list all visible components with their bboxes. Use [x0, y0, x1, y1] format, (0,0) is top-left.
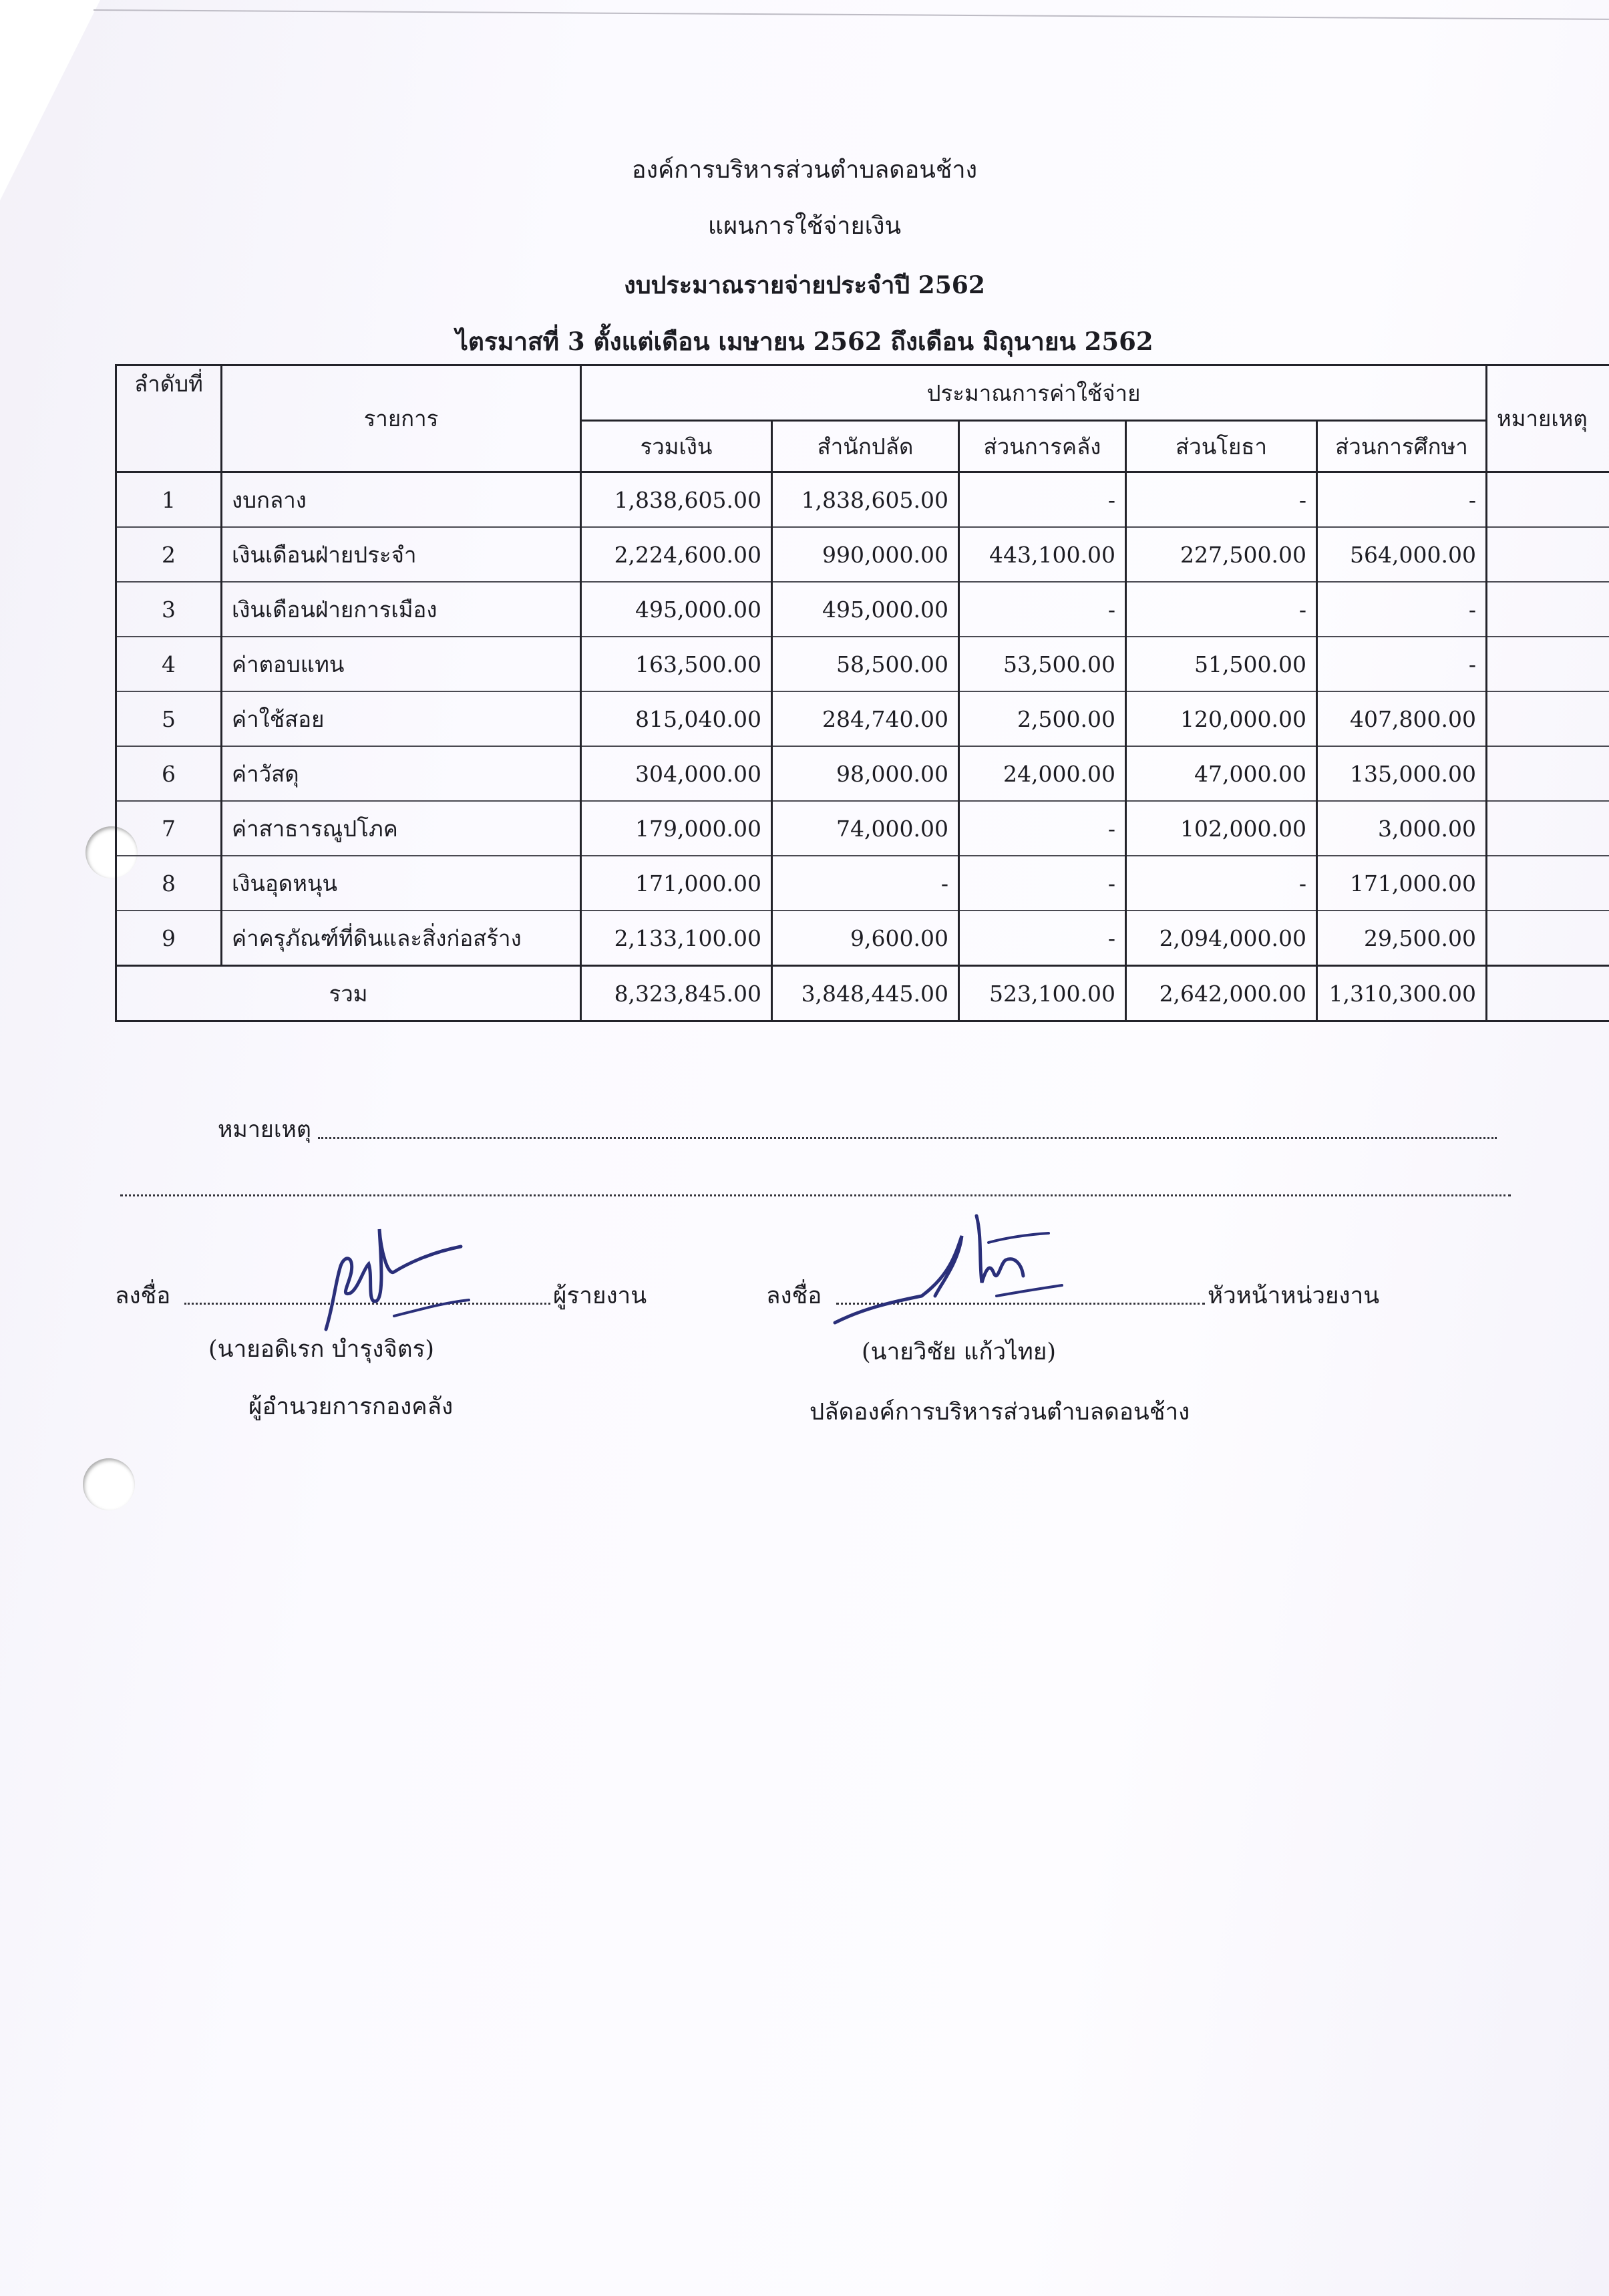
row-number: 5	[116, 691, 222, 746]
row-number: 3	[116, 582, 222, 637]
row-remark	[1487, 582, 1609, 637]
row-works-amount: 51,500.00	[1126, 637, 1317, 691]
row-finance-amount: -	[959, 911, 1126, 966]
table-row	[116, 691, 1609, 746]
table-row	[116, 472, 1609, 528]
row-remark	[1487, 472, 1609, 528]
row-remark	[1487, 856, 1609, 911]
row-number: 1	[116, 472, 222, 528]
row-remark	[1487, 911, 1609, 966]
total-education-amount: 1,310,300.00	[1317, 966, 1487, 1021]
row-works-amount: -	[1126, 856, 1317, 911]
row-works-amount: -	[1126, 472, 1317, 528]
total-works-amount: 2,642,000.00	[1126, 966, 1317, 1021]
right-signature-icon	[822, 1196, 1075, 1343]
left-signature-icon	[294, 1202, 474, 1336]
right-sign-role: หัวหน้าหน่วยงาน	[1208, 1283, 1380, 1309]
row-number: 8	[116, 856, 222, 911]
period-title: ไตรมาสที่ 3 ตั้งแต่เดือน เมษายน 2562 ถึงเดือน มิถุนายน 2562	[456, 327, 1153, 356]
left-sign-role: ผู้รายงาน	[553, 1283, 647, 1309]
budget-table	[115, 364, 1609, 1022]
left-signer-name: (นายอดิเรก บำรุงจิตร)	[208, 1336, 435, 1363]
row-education-amount: 407,800.00	[1317, 691, 1487, 746]
row-works-amount: 47,000.00	[1126, 746, 1317, 801]
row-total-amount: 179,000.00	[581, 801, 772, 856]
table-row	[116, 746, 1609, 801]
row-finance-amount: 2,500.00	[959, 691, 1126, 746]
row-office-amount: 74,000.00	[772, 801, 959, 856]
left-signer-position: ผู้อำนวยการกองคลัง	[248, 1393, 454, 1420]
row-remark	[1487, 801, 1609, 856]
row-total-amount: 1,838,605.00	[581, 472, 772, 528]
row-item: เงินเดือนฝ่ายประจำ	[222, 527, 581, 582]
row-item: ค่าครุภัณฑ์ที่ดินและสิ่งก่อสร้าง	[222, 911, 581, 966]
table-row	[116, 582, 1609, 637]
row-total-amount: 163,500.00	[581, 637, 772, 691]
row-office-amount: 990,000.00	[772, 527, 959, 582]
header-remark: หมายเหตุ	[1487, 365, 1609, 472]
row-remark	[1487, 527, 1609, 582]
row-works-amount: 120,000.00	[1126, 691, 1317, 746]
row-office-amount: 284,740.00	[772, 691, 959, 746]
row-education-amount: 171,000.00	[1317, 856, 1487, 911]
row-finance-amount: -	[959, 801, 1126, 856]
header-item: รายการ	[222, 365, 581, 472]
row-item: ค่าใช้สอย	[222, 691, 581, 746]
total-remark	[1487, 966, 1609, 1021]
right-signer-name: (นายวิชัย แก้วไทย)	[862, 1339, 1057, 1365]
header-finance: ส่วนการคลัง	[959, 421, 1126, 472]
total-row	[116, 966, 1609, 1021]
row-office-amount: -	[772, 856, 959, 911]
table-row	[116, 856, 1609, 911]
row-number: 4	[116, 637, 222, 691]
row-office-amount: 1,838,605.00	[772, 472, 959, 528]
right-signer-position: ปลัดองค์การบริหารส่วนตำบลดอนช้าง	[810, 1399, 1190, 1426]
row-remark	[1487, 691, 1609, 746]
row-total-amount: 2,224,600.00	[581, 527, 772, 582]
row-number: 9	[116, 911, 222, 966]
row-remark	[1487, 746, 1609, 801]
row-education-amount: -	[1317, 582, 1487, 637]
row-item: ค่าวัสดุ	[222, 746, 581, 801]
row-education-amount: 135,000.00	[1317, 746, 1487, 801]
note-label: หมายเหตุ	[218, 1116, 311, 1143]
row-office-amount: 98,000.00	[772, 746, 959, 801]
row-number: 7	[116, 801, 222, 856]
total-finance-amount: 523,100.00	[959, 966, 1126, 1021]
note-dotted-line-1	[318, 1137, 1497, 1139]
row-education-amount: 29,500.00	[1317, 911, 1487, 966]
total-office-amount: 3,848,445.00	[772, 966, 959, 1021]
row-item: งบกลาง	[222, 472, 581, 528]
table-row	[116, 801, 1609, 856]
total-label: รวม	[116, 966, 581, 1021]
row-education-amount: -	[1317, 637, 1487, 691]
punch-hole-bottom	[83, 1458, 135, 1510]
row-education-amount: 564,000.00	[1317, 527, 1487, 582]
row-remark	[1487, 637, 1609, 691]
budget-title: งบประมาณรายจ่ายประจำปี 2562	[624, 271, 985, 299]
row-education-amount: -	[1317, 472, 1487, 528]
plan-title: แผนการใช้จ่ายเงิน	[707, 212, 902, 240]
row-office-amount: 58,500.00	[772, 637, 959, 691]
header-works: ส่วนโยธา	[1126, 421, 1317, 472]
row-total-amount: 495,000.00	[581, 582, 772, 637]
row-office-amount: 9,600.00	[772, 911, 959, 966]
row-finance-amount: -	[959, 472, 1126, 528]
row-works-amount: 2,094,000.00	[1126, 911, 1317, 966]
row-item: ค่าสาธารณูปโภค	[222, 801, 581, 856]
left-sign-prefix: ลงชื่อ	[115, 1283, 171, 1309]
row-finance-amount: -	[959, 582, 1126, 637]
row-office-amount: 495,000.00	[772, 582, 959, 637]
row-item: ค่าตอบแทน	[222, 637, 581, 691]
row-works-amount: 227,500.00	[1126, 527, 1317, 582]
row-finance-amount: 53,500.00	[959, 637, 1126, 691]
table-row	[116, 637, 1609, 691]
row-number: 6	[116, 746, 222, 801]
header-estimate-group: ประมาณการค่าใช้จ่าย	[581, 365, 1487, 421]
row-finance-amount: 24,000.00	[959, 746, 1126, 801]
row-number: 2	[116, 527, 222, 582]
row-item: เงินเดือนฝ่ายการเมือง	[222, 582, 581, 637]
header-office: สำนักปลัด	[772, 421, 959, 472]
table-row	[116, 911, 1609, 966]
total-total-amount: 8,323,845.00	[581, 966, 772, 1021]
header-education: ส่วนการศึกษา	[1317, 421, 1487, 472]
row-total-amount: 815,040.00	[581, 691, 772, 746]
row-education-amount: 3,000.00	[1317, 801, 1487, 856]
row-works-amount: 102,000.00	[1126, 801, 1317, 856]
row-total-amount: 2,133,100.00	[581, 911, 772, 966]
org-title: องค์การบริหารส่วนตำบลดอนช้าง	[631, 156, 978, 184]
row-item: เงินอุดหนุน	[222, 856, 581, 911]
note-dotted-line-2	[120, 1194, 1511, 1196]
row-finance-amount: -	[959, 856, 1126, 911]
header-no: ลำดับที่	[116, 365, 222, 472]
right-sign-prefix: ลงชื่อ	[766, 1283, 822, 1309]
table-row	[116, 527, 1609, 582]
row-total-amount: 171,000.00	[581, 856, 772, 911]
row-total-amount: 304,000.00	[581, 746, 772, 801]
row-works-amount: -	[1126, 582, 1317, 637]
header-total: รวมเงิน	[581, 421, 772, 472]
row-finance-amount: 443,100.00	[959, 527, 1126, 582]
